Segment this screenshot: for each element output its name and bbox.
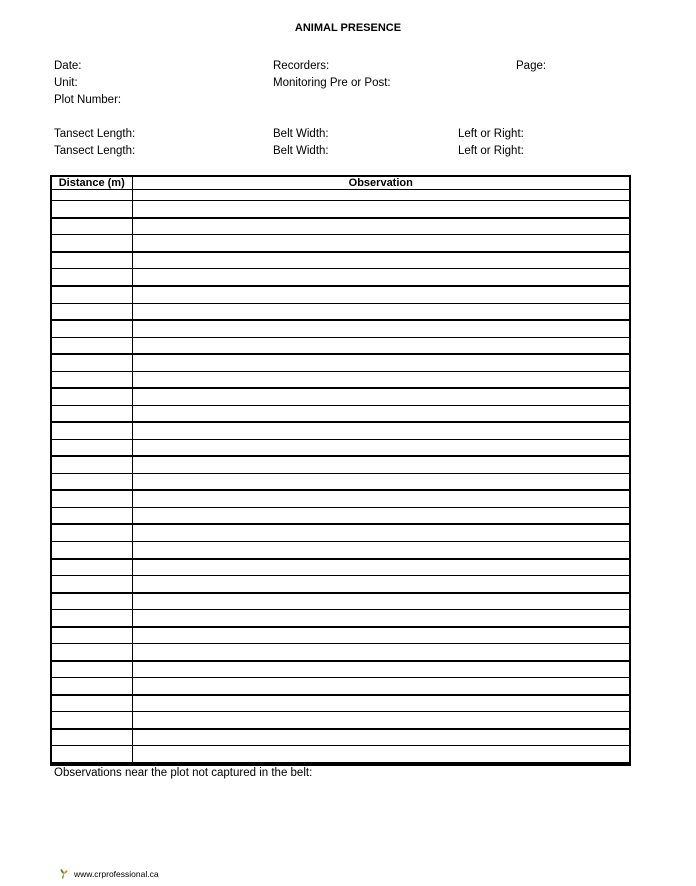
observation-cell[interactable] xyxy=(132,286,629,303)
table-row xyxy=(52,524,629,541)
table-header-row xyxy=(52,177,629,190)
observation-cell[interactable] xyxy=(132,473,629,490)
distance-cell[interactable] xyxy=(52,190,132,201)
distance-cell[interactable] xyxy=(52,627,132,644)
observation-cell[interactable] xyxy=(132,644,629,661)
observation-cell[interactable] xyxy=(132,388,629,405)
observation-cell[interactable] xyxy=(132,269,629,286)
distance-cell[interactable] xyxy=(52,201,132,218)
page-label: Page: xyxy=(516,60,547,72)
table-row xyxy=(52,712,629,729)
observation-cell[interactable] xyxy=(132,610,629,627)
table-row xyxy=(52,337,629,354)
table-row xyxy=(52,507,629,524)
table-row xyxy=(52,541,629,558)
table-row xyxy=(52,388,629,405)
observation-cell[interactable] xyxy=(132,201,629,218)
table-row xyxy=(52,286,629,303)
observation-cell[interactable] xyxy=(132,354,629,371)
table-row xyxy=(52,218,629,235)
observation-cell[interactable] xyxy=(132,507,629,524)
distance-cell[interactable] xyxy=(52,439,132,456)
observation-cell[interactable] xyxy=(132,456,629,473)
table-row xyxy=(52,405,629,422)
observation-cell[interactable] xyxy=(132,490,629,507)
observation-cell[interactable] xyxy=(132,678,629,695)
table-row xyxy=(52,201,629,218)
plot-number-label: Plot Number: xyxy=(54,94,122,106)
distance-column-header: Distance (m) xyxy=(52,177,132,190)
observation-cell[interactable] xyxy=(132,371,629,388)
transect-length-label: Tansect Length: xyxy=(54,145,136,157)
table-row xyxy=(52,456,629,473)
table-row xyxy=(52,473,629,490)
distance-cell[interactable] xyxy=(52,678,132,695)
observation-cell[interactable] xyxy=(132,593,629,610)
observation-cell[interactable] xyxy=(132,320,629,337)
distance-cell[interactable] xyxy=(52,593,132,610)
observation-column-header: Observation xyxy=(132,177,629,190)
table-row xyxy=(52,627,629,644)
distance-cell[interactable] xyxy=(52,320,132,337)
monitoring-label: Monitoring Pre or Post: xyxy=(273,77,391,89)
distance-cell[interactable] xyxy=(52,644,132,661)
observation-cell[interactable] xyxy=(132,541,629,558)
observation-cell[interactable] xyxy=(132,190,629,201)
observation-cell[interactable] xyxy=(132,746,629,763)
observation-cell[interactable] xyxy=(132,337,629,354)
unit-label: Unit: xyxy=(54,77,78,89)
table-row xyxy=(52,610,629,627)
observation-table xyxy=(52,177,629,764)
table-row xyxy=(52,644,629,661)
distance-cell[interactable] xyxy=(52,576,132,593)
distance-cell[interactable] xyxy=(52,473,132,490)
distance-cell[interactable] xyxy=(52,235,132,252)
distance-cell[interactable] xyxy=(52,524,132,541)
observation-cell[interactable] xyxy=(132,729,629,746)
table-row xyxy=(52,303,629,320)
leaf-logo-icon xyxy=(58,868,70,880)
table-row xyxy=(52,235,629,252)
distance-cell[interactable] xyxy=(52,559,132,576)
distance-cell[interactable] xyxy=(52,371,132,388)
belt-width-label: Belt Width: xyxy=(273,128,329,140)
table-row xyxy=(52,490,629,507)
observation-cell[interactable] xyxy=(132,712,629,729)
distance-cell[interactable] xyxy=(52,507,132,524)
distance-cell[interactable] xyxy=(52,746,132,763)
observation-cell[interactable] xyxy=(132,252,629,269)
observation-table-frame xyxy=(50,175,631,766)
belt-width-label: Belt Width: xyxy=(273,145,329,157)
distance-cell[interactable] xyxy=(52,388,132,405)
observation-cell[interactable] xyxy=(132,559,629,576)
table-row xyxy=(52,678,629,695)
distance-cell[interactable] xyxy=(52,303,132,320)
distance-cell[interactable] xyxy=(52,712,132,729)
observation-cell[interactable] xyxy=(132,422,629,439)
distance-cell[interactable] xyxy=(52,405,132,422)
observations-note: Observations near the plot not captured in the belt: xyxy=(54,767,313,779)
distance-cell[interactable] xyxy=(52,490,132,507)
distance-cell[interactable] xyxy=(52,354,132,371)
website-link[interactable]: www.crprofessional.ca xyxy=(74,869,159,879)
distance-cell[interactable] xyxy=(52,286,132,303)
page-title: ANIMAL PRESENCE xyxy=(294,22,402,34)
distance-cell[interactable] xyxy=(52,218,132,235)
footer xyxy=(58,868,159,880)
table-row xyxy=(52,320,629,337)
table-row xyxy=(52,439,629,456)
table-row xyxy=(52,422,629,439)
table-body xyxy=(52,190,629,764)
observation-cell[interactable] xyxy=(132,695,629,712)
recorders-label: Recorders: xyxy=(273,60,330,72)
transect-length-label: Tansect Length: xyxy=(54,128,136,140)
observation-cell[interactable] xyxy=(132,303,629,320)
table-row xyxy=(52,354,629,371)
distance-cell[interactable] xyxy=(52,337,132,354)
table-row xyxy=(52,252,629,269)
distance-cell[interactable] xyxy=(52,269,132,286)
date-label: Date: xyxy=(54,60,82,72)
distance-cell[interactable] xyxy=(52,610,132,627)
observation-cell[interactable] xyxy=(132,524,629,541)
observation-cell[interactable] xyxy=(132,439,629,456)
table-row xyxy=(52,729,629,746)
left-or-right-label: Left or Right: xyxy=(458,145,524,157)
distance-cell[interactable] xyxy=(52,661,132,678)
table-row xyxy=(52,661,629,678)
distance-cell[interactable] xyxy=(52,422,132,439)
observation-cell[interactable] xyxy=(132,627,629,644)
distance-cell[interactable] xyxy=(52,541,132,558)
table-row xyxy=(52,371,629,388)
table-row xyxy=(52,695,629,712)
left-or-right-label: Left or Right: xyxy=(458,128,524,140)
table-row xyxy=(52,593,629,610)
distance-cell[interactable] xyxy=(52,252,132,269)
table-row xyxy=(52,746,629,763)
table-row xyxy=(52,269,629,286)
distance-cell[interactable] xyxy=(52,456,132,473)
table-row xyxy=(52,190,629,201)
observation-cell[interactable] xyxy=(132,218,629,235)
observation-cell[interactable] xyxy=(132,405,629,422)
distance-cell[interactable] xyxy=(52,695,132,712)
distance-cell[interactable] xyxy=(52,729,132,746)
observation-cell[interactable] xyxy=(132,235,629,252)
table-row xyxy=(52,576,629,593)
observation-cell[interactable] xyxy=(132,661,629,678)
table-row xyxy=(52,559,629,576)
observation-cell[interactable] xyxy=(132,576,629,593)
